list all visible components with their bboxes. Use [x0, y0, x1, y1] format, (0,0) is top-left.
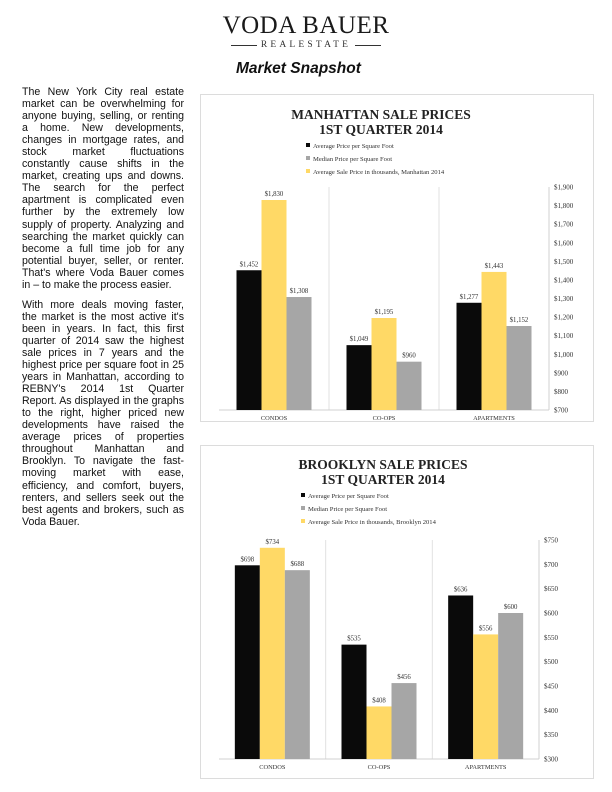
legend-swatch-1 — [306, 143, 310, 147]
y-tick-label: $900 — [554, 369, 568, 378]
bar-co-ops-series-1 — [347, 345, 372, 410]
x-category-label: CO-OPS — [372, 415, 396, 422]
logo-sub-row — [200, 40, 412, 50]
paragraph-intro: The New York City real estate market can be overwhelming for anyone buying, selling, or renting a home. New developments, changes in mortgage rates, and stock market fluctuations constantly cause shifts in the market, creating ups and downs. The search for the perfect apartment is complicated even further by the extremely low supply of property. Analyzing and searching the market quickly can become a full time job for any potential buyer, seller, or renter. That's where Voda Bauer comes in – to make the process easier. — [22, 86, 184, 291]
brooklyn-chart-panel — [200, 445, 594, 779]
y-tick-label: $1,000 — [554, 350, 574, 359]
y-tick-label: $500 — [544, 658, 558, 667]
legend-label-3: Average Sale Price in thousands, Brooklyn 2014 — [308, 519, 436, 526]
bar-data-label: $1,195 — [374, 309, 394, 317]
brooklyn-chart — [201, 446, 595, 780]
logo-name: VODA BAUER — [222, 12, 390, 39]
legend-label-2: Median Price per Square Foot — [308, 506, 388, 513]
legend-swatch-2 — [306, 156, 310, 160]
manhattan-chart — [201, 95, 595, 423]
bar-data-label: $1,830 — [264, 191, 284, 199]
bar-data-label: $1,049 — [349, 336, 369, 344]
bar-data-label: $1,277 — [459, 293, 479, 301]
logo-rule-right — [355, 45, 381, 46]
bar-apartments-series-3 — [498, 613, 523, 759]
y-tick-label: $450 — [544, 682, 558, 691]
bar-apartments-series-2 — [473, 634, 498, 759]
y-tick-label: $800 — [554, 387, 568, 396]
bar-data-label: $1,152 — [509, 317, 529, 325]
y-tick-label: $1,600 — [554, 239, 574, 248]
company-logo — [200, 12, 412, 50]
bar-data-label: $535 — [347, 635, 361, 643]
bar-co-ops-series-3 — [392, 683, 417, 759]
y-tick-label: $1,500 — [554, 257, 574, 266]
bar-apartments-series-1 — [457, 303, 482, 410]
bar-apartments-series-3 — [507, 326, 532, 410]
bar-co-ops-series-3 — [397, 362, 422, 410]
chart-title-line-2: 1ST QUARTER 2014 — [321, 472, 445, 487]
y-tick-label: $1,100 — [554, 332, 574, 341]
bar-condos-series-3 — [287, 297, 312, 410]
y-tick-label: $1,300 — [554, 295, 574, 303]
bar-data-label: $456 — [397, 674, 411, 682]
x-category-label: CO-OPS — [367, 764, 391, 771]
chart-title-line-2: 1ST QUARTER 2014 — [319, 122, 443, 137]
legend-label-1: Average Price per Square Foot — [313, 143, 394, 150]
bar-data-label: $1,308 — [289, 288, 309, 296]
bar-data-label: $960 — [402, 352, 416, 360]
y-tick-label: $700 — [554, 406, 568, 415]
chart-title-line-1: MANHATTAN SALE PRICES — [291, 107, 471, 122]
page-title: Market Snapshot — [236, 60, 361, 77]
y-tick-label: $550 — [544, 633, 558, 642]
bar-data-label: $1,452 — [239, 261, 259, 269]
x-category-label: CONDOS — [259, 764, 286, 771]
y-tick-label: $1,700 — [554, 220, 574, 229]
y-tick-label: $1,800 — [554, 202, 574, 211]
x-category-label: APARTMENTS — [473, 415, 515, 422]
legend-swatch-3 — [301, 519, 305, 523]
legend-label-3: Average Sale Price in thousands, Manhattan 2014 — [313, 169, 445, 176]
legend-label-2: Median Price per Square Foot — [313, 156, 393, 163]
y-tick-label: $350 — [544, 731, 558, 740]
y-tick-label: $400 — [544, 706, 558, 715]
bar-apartments-series-2 — [482, 272, 507, 410]
bar-condos-series-2 — [260, 548, 285, 759]
bar-co-ops-series-1 — [342, 645, 367, 759]
y-tick-label: $650 — [544, 585, 558, 594]
y-tick-label: $1,900 — [554, 183, 574, 192]
x-category-label: APARTMENTS — [464, 764, 507, 771]
legend-label-1: Average Price per Square Foot — [308, 493, 389, 500]
bar-data-label: $688 — [290, 561, 305, 569]
bar-data-label: $408 — [372, 697, 386, 705]
y-tick-label: $600 — [544, 609, 558, 618]
bar-data-label: $556 — [478, 625, 493, 633]
y-tick-label: $700 — [544, 560, 558, 569]
bar-co-ops-series-2 — [372, 318, 397, 410]
legend-swatch-3 — [306, 169, 310, 173]
bar-data-label: $734 — [265, 538, 280, 546]
logo-subtitle: REALESTATE — [260, 40, 352, 50]
logo-rule-left — [231, 45, 257, 46]
legend-swatch-2 — [301, 506, 305, 510]
bar-data-label: $600 — [503, 604, 518, 611]
bar-data-label: $636 — [453, 586, 468, 594]
y-tick-label: $1,400 — [554, 276, 574, 285]
manhattan-chart-panel — [200, 94, 594, 422]
bar-data-label: $698 — [240, 556, 255, 564]
bar-data-label: $1,443 — [484, 262, 504, 270]
chart-title-line-1: BROOKLYN SALE PRICES — [298, 457, 468, 472]
bar-condos-series-1 — [237, 270, 262, 410]
legend-swatch-1 — [301, 493, 305, 497]
bar-co-ops-series-2 — [367, 706, 392, 759]
x-category-label: CONDOS — [260, 415, 288, 422]
bar-condos-series-1 — [235, 565, 260, 759]
y-tick-label: $1,200 — [554, 313, 574, 322]
paragraph-market: With more deals moving faster, the market is the most active it's been in years. In fact, this first quarter of 2014 saw the highest sale prices in 7 years and the highest price per square foot in 25 years in Manhattan, according to REBNY's 2014 1st Quarter Report. As displayed in the graphs to the right, higher priced new developments have raised the average prices of properties throughout Manhattan and Brooklyn. To navigate the fast-moving market with ease, efficiency, and comfort, buyers, renters, and sellers seek out the best agents and brokers, such as Voda Bauer. — [22, 298, 184, 528]
bar-condos-series-2 — [262, 200, 287, 410]
bar-condos-series-3 — [285, 570, 310, 759]
y-tick-label: $750 — [544, 536, 558, 545]
y-tick-label: $300 — [544, 755, 558, 764]
bar-apartments-series-1 — [448, 595, 473, 759]
body-text — [22, 86, 184, 536]
